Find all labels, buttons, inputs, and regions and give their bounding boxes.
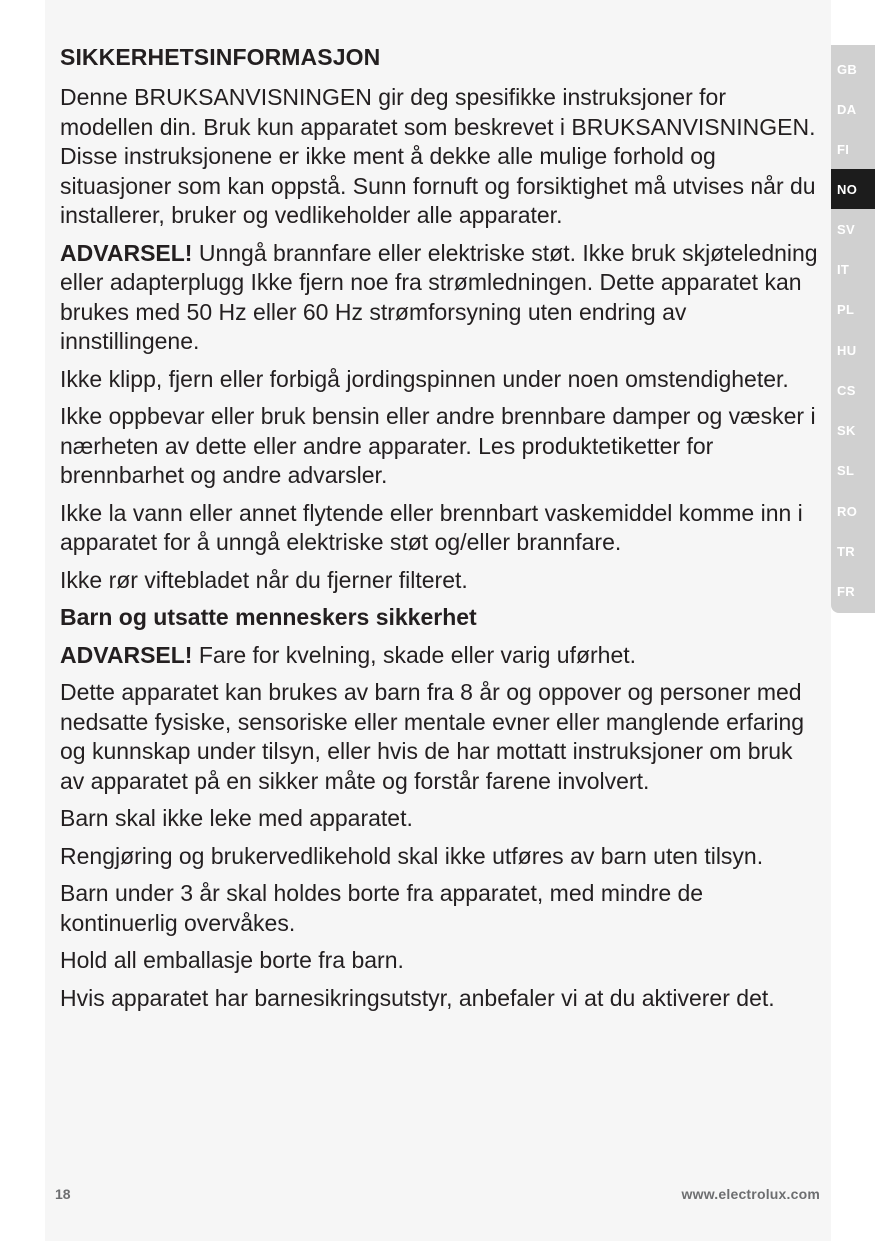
no-play-paragraph: Barn skal ikke leke med apparatet.: [60, 805, 413, 831]
language-tab-cs[interactable]: CS: [837, 382, 856, 398]
under-three-paragraph: Barn under 3 år skal holdes borte fra apparatet, med mindre de kontinuerlig overvåkes.: [60, 880, 704, 936]
language-tab-sl[interactable]: SL: [837, 462, 855, 478]
flammable-paragraph: Ikke oppbevar eller bruk bensin eller andre brennbare damper og væsker i nærheten av dette eller andre apparater. Les produktetiketter for brennbarhet og andre advarsler.: [60, 403, 816, 488]
language-tab-ro[interactable]: RO: [837, 503, 858, 519]
suffocation-warning-text: Fare for kvelning, skade eller varig uførhet.: [198, 641, 637, 668]
language-tab-it[interactable]: IT: [837, 261, 850, 277]
grounding-paragraph: Ikke klipp, fjern eller forbigå jordingspinnen under noen omstendigheter.: [60, 365, 789, 392]
page-number: 18: [55, 1186, 71, 1202]
language-tab-no[interactable]: NO: [831, 169, 875, 209]
main-content: [60, 44, 820, 1021]
fire-warning-text: Unngå brannfare eller elektriske støt. Ikke bruk skjøteledning eller adapterplugg Ikke fjern noe fra strømledningen. Dette apparatet kan brukes med 50 Hz eller 60 Hz strømforsyning uten endring av innstillingene.: [60, 239, 818, 354]
language-tab-hu[interactable]: HU: [837, 342, 857, 358]
child-lock-paragraph: Hvis apparatet har barnesikringsutstyr, anbefaler vi at du aktiverer det.: [60, 984, 775, 1011]
warning-label: ADVARSEL!: [60, 641, 193, 668]
language-tab-gb[interactable]: GB: [837, 61, 858, 77]
section-title: SIKKERHETSINFORMASJON: [60, 44, 381, 70]
language-tab-fi[interactable]: FI: [837, 141, 850, 157]
cleaning-paragraph: Rengjøring og brukervedlikehold skal ikke utføres av barn uten tilsyn.: [60, 842, 764, 869]
packaging-paragraph: Hold all emballasje borte fra barn.: [60, 947, 404, 973]
intro-paragraph: Denne BRUKSANVISNINGEN gir deg spesifikke instruksjoner for modellen din. Bruk kun apparatet som beskrevet i BRUKSANVISNINGEN. Disse instruksjonene er ikke ment å dekke alle mulige forhold og situasjoner som kan oppstå. Sunn fornuft og forsiktighet må utvises når du installerer, bruker og vedlikeholder alle apparater.: [60, 84, 816, 228]
fan-blade-paragraph: Ikke rør viftebladet når du fjerner filteret.: [60, 566, 468, 593]
language-tab-sk[interactable]: SK: [837, 422, 856, 438]
language-tab-strip: [831, 45, 875, 613]
language-tab-da[interactable]: DA: [837, 101, 857, 117]
fire-warning-paragraph: [60, 239, 820, 357]
suffocation-warning-paragraph: [60, 641, 820, 671]
language-tab-tr[interactable]: TR: [837, 543, 855, 559]
language-tab-sv[interactable]: SV: [837, 221, 855, 237]
children-safety-heading: Barn og utsatte menneskers sikkerhet: [60, 604, 477, 630]
language-tab-pl[interactable]: PL: [837, 301, 855, 317]
warning-label: ADVARSEL!: [60, 239, 193, 266]
language-tab-fr[interactable]: FR: [837, 583, 855, 599]
website-link[interactable]: www.electrolux.com: [681, 1186, 820, 1202]
liquid-paragraph: Ikke la vann eller annet flytende eller brennbart vaskemiddel komme inn i apparatet for å unngå elektriske støt og/eller brannfare.: [60, 499, 803, 555]
supervision-paragraph: Dette apparatet kan brukes av barn fra 8 år og oppover og personer med nedsatte fysiske, sensoriske eller mentale evner eller manglende erfaring og kunnskap under tilsyn, eller hvis de har mottatt instruksjoner om bruk av apparatet på en sikker måte og forstår farene involvert.: [60, 679, 805, 794]
